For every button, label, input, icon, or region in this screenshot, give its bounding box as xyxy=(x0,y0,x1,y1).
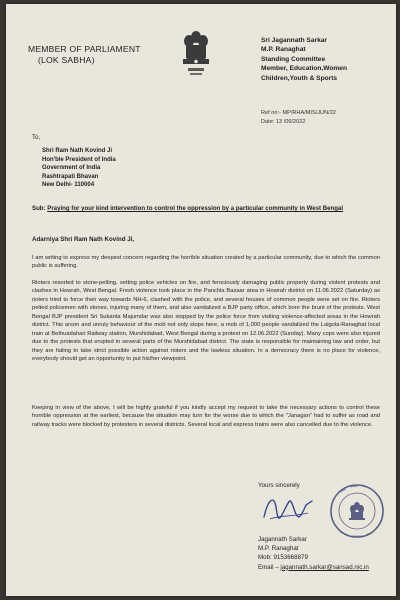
email-address: jagannath.sarkar@sansad.nic.in xyxy=(280,563,369,571)
email-label: Email – xyxy=(258,563,281,571)
closing-line: Yours sincerely xyxy=(258,482,300,489)
recipient-address xyxy=(42,147,116,190)
committee-member-line: Member, Education,Women xyxy=(261,65,347,73)
handwritten-signature xyxy=(256,489,316,529)
signatory-constituency: M.P. Ranaghat xyxy=(258,545,299,553)
lok-sabha-label: (LOK SABHA) xyxy=(38,55,95,65)
to-label: To, xyxy=(32,134,41,141)
subject-label: Sub: xyxy=(32,205,46,212)
reference-number: Ref no:- MP/RHA/MIS/JUN/22 xyxy=(261,110,336,116)
sender-constituency: M.P. Ranaghat xyxy=(261,46,306,54)
signature-block xyxy=(258,535,369,572)
subject-line xyxy=(32,205,382,214)
letterhead-right xyxy=(261,36,347,83)
member-of-parliament-title: MEMBER OF PARLIAMENT xyxy=(28,44,141,54)
salutation: Adarniya Shri Ram Nath Kovind Ji, xyxy=(32,236,135,243)
body-paragraph-2: Rioters resorted to stone-pelting, setting police vehicles on fire, and ferociously damaging public property during violent protests and clashes in Howrah, West Bengal. Fresh violence took place in the Panchla Bazaar area in Howrah district on 11.06.2022 (Saturday) as rioters tried to force their way towards NH-6, clashed with the police, and several houses of common people were set on fire. Rioters pelted policemen with stones, injuring many of them, and also vandalized a BJP party office, which bore the brunt of the protests. West Bengal BJP president Sri Sukanta Majumdar was also stopped by the police force from visiting violence-affected areas in the Howrah district. This arson and unruly behaviour of the mob not only stops here, a mob of 1,000 people vandalized the Lalgola-Ranaghat local train at Bethuadahari Railway station, Murshidabad, West Bengal during a protest on 12.06.2022 (Sunday). Many cops were also injured due to the protests that erupted in several parts of the Murshidabad district. The state is responsible for maintaining law and order, but they are failing to take strict possible action against rioters and the lawless situation. In a democracy there is no place for violence, everybody should get an opportunity to put his/her viewpoint. xyxy=(32,280,380,363)
recipient-government: Government of India xyxy=(42,165,101,172)
body-paragraph-1: I am writing to express my deepest concern regarding the horrible situation created by a particular community, due to which the common public is suffering. xyxy=(32,255,380,270)
recipient-city: New Delhi- 110004 xyxy=(42,182,95,189)
signatory-email xyxy=(258,563,369,572)
reference-block xyxy=(261,109,336,127)
national-emblem-icon xyxy=(179,28,213,80)
recipient-title: Hon'ble President of India xyxy=(42,156,116,163)
committee-subject-line: Children,Youth & Sports xyxy=(261,74,338,82)
signatory-mobile: Mob: 9153668879 xyxy=(258,554,308,562)
recipient-building: Rashtrapati Bhavan xyxy=(42,173,99,180)
recipient-name: Shri Ram Nath Kovind Ji xyxy=(42,148,113,154)
subject-text: Praying for your kind intervention to control the oppression by a particular community in West Bengal xyxy=(47,205,344,212)
letterhead-left xyxy=(28,44,141,66)
sender-name: Sri Jagannath Sarkar xyxy=(261,37,327,44)
committee-line: Standing Committee xyxy=(261,55,326,63)
official-seal-stamp xyxy=(328,482,386,540)
letter-date: Date: 13 /06/2022 xyxy=(261,118,306,125)
body-paragraph-3: Keeping in view of the above, I will be highly grateful if you kindly accept my request to take the necessary actions to control these horrible oppression at the earliest, because the situation may turn for the worse due to which the "Janagan" had to suffer as road and railway tracks were blocked by protesters in several districts. Several local and express trains were also cancelled due to the violence. xyxy=(32,405,380,428)
signatory-name: Jagannath Sarkar xyxy=(258,536,307,543)
letter-page xyxy=(6,4,396,596)
